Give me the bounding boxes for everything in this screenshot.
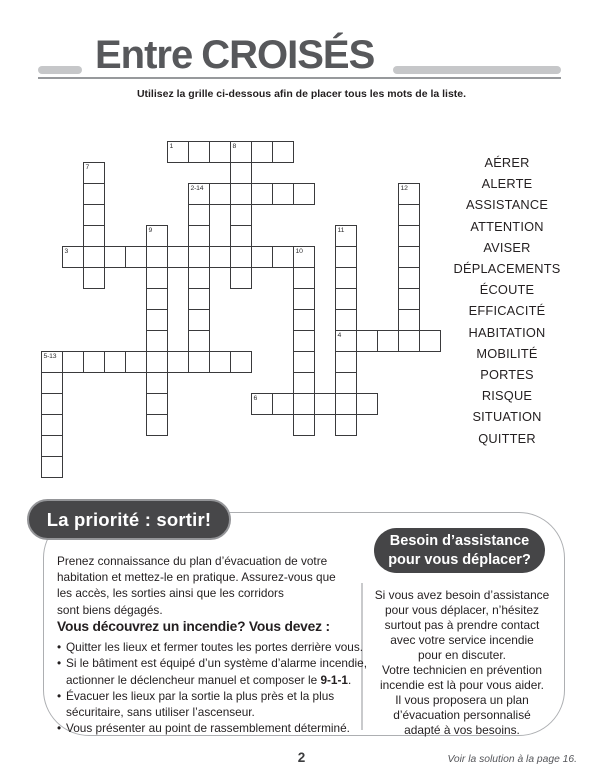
bullet-dot: •	[57, 688, 62, 703]
grid-cell	[167, 351, 189, 373]
grid-cell	[293, 414, 315, 436]
grid-cell	[83, 162, 105, 184]
bullet-text: Évacuer les lieux par la sortie la plus près et la plus sécuritaire, sans utiliser l’ascenseur.	[66, 688, 335, 720]
word-list-item: ASSISTANCE	[465, 197, 549, 213]
bullet-dot: •	[57, 640, 62, 654]
cell-number: 2-14	[190, 184, 204, 192]
grid-cell	[146, 267, 168, 289]
cell-number: 8	[232, 142, 237, 150]
grid-cell	[146, 393, 168, 415]
word-list-item: DÉPLACEMENTS	[453, 261, 561, 277]
grid-cell	[251, 393, 273, 415]
grid-cell	[230, 141, 252, 163]
grid-cell	[41, 456, 63, 478]
cell-number: 6	[253, 394, 258, 402]
solution-note: Voir la solution à la page 16.	[447, 754, 577, 765]
grid-cell	[398, 330, 420, 352]
grid-cell	[293, 309, 315, 331]
word-list-item: ATTENTION	[470, 218, 544, 234]
text-line: surtout pas à prendre contact	[384, 618, 540, 633]
grid-cell	[125, 246, 147, 268]
word-list-item: RISQUE	[481, 388, 533, 404]
grid-cell	[356, 330, 378, 352]
text-line: Il vous proposera un plan	[395, 693, 529, 708]
grid-cell	[335, 393, 357, 415]
grid-cell	[83, 225, 105, 247]
cell-number: 3	[64, 247, 69, 255]
grid-cell	[293, 183, 315, 205]
grid-cell	[41, 351, 63, 373]
cell-number: 4	[337, 331, 342, 339]
grid-cell	[209, 351, 231, 373]
text-line: incendie est là pour vous aider.	[380, 678, 544, 693]
grid-cell	[41, 372, 63, 394]
bullet-item	[57, 688, 367, 721]
evacuation-paragraph	[57, 553, 336, 618]
grid-cell	[83, 183, 105, 205]
bullet-item	[57, 655, 367, 688]
grid-cell	[230, 183, 252, 205]
priority-header-pill	[27, 499, 231, 540]
word-list-item: QUITTER	[478, 430, 536, 446]
grid-cell	[272, 141, 294, 163]
grid-cell	[104, 351, 126, 373]
word-list-item: HABITATION	[468, 324, 546, 340]
fire-discovery-subheading: Vous découvrez un incendie? Vous devez :	[57, 619, 330, 634]
grid-cell	[251, 141, 273, 163]
grid-cell	[83, 204, 105, 226]
grid-cell	[104, 246, 126, 268]
grid-cell	[188, 288, 210, 310]
text-line: Si vous avez besoin d’assistance	[374, 588, 550, 602]
text-line: les accès, les sorties ainsi que les corridors	[57, 586, 284, 601]
word-list-item: MOBILITÉ	[476, 345, 538, 361]
bullet-list	[57, 639, 367, 737]
grid-cell	[398, 309, 420, 331]
assistance-header-pill	[374, 528, 545, 573]
grid-cell	[188, 246, 210, 268]
grid-cell	[335, 414, 357, 436]
bullet-item	[57, 720, 367, 736]
word-list-item: ÉCOUTE	[479, 282, 535, 298]
page-number: 2	[297, 750, 306, 765]
grid-cell	[83, 267, 105, 289]
priority-title: La priorité : sortir!	[46, 508, 212, 530]
page-title-word-1: Entre	[95, 33, 193, 77]
cell-number: 1	[169, 142, 174, 150]
text-line: d’évacuation personnalisé	[393, 708, 531, 723]
grid-cell	[83, 351, 105, 373]
grid-cell	[146, 330, 168, 352]
grid-cell	[293, 267, 315, 289]
word-list-item: ALERTE	[481, 176, 533, 192]
grid-cell	[272, 393, 294, 415]
grid-cell	[398, 288, 420, 310]
text-line: Besoin d’assistance	[389, 533, 530, 549]
grid-cell	[293, 372, 315, 394]
grid-cell	[167, 141, 189, 163]
grid-cell	[293, 330, 315, 352]
cell-number: 10	[295, 247, 303, 255]
grid-cell	[398, 183, 420, 205]
assistance-paragraph-1	[372, 588, 552, 663]
grid-cell	[230, 267, 252, 289]
grid-cell	[209, 141, 231, 163]
grid-cell	[41, 414, 63, 436]
grid-cell	[188, 351, 210, 373]
grid-cell	[188, 183, 210, 205]
grid-cell	[125, 351, 147, 373]
grid-cell	[230, 246, 252, 268]
grid-cell	[167, 246, 189, 268]
text-line: habitation et mettez-le en pratique. Assurez-vous que	[57, 570, 336, 585]
grid-cell	[293, 288, 315, 310]
grid-cell	[146, 288, 168, 310]
grid-cell	[230, 225, 252, 247]
grid-cell	[146, 372, 168, 394]
grid-cell	[335, 351, 357, 373]
word-list-item: AÉRER	[484, 155, 530, 170]
grid-cell	[272, 246, 294, 268]
bullet-dot: •	[57, 656, 62, 671]
grid-cell	[335, 225, 357, 247]
grid-cell	[62, 351, 84, 373]
grid-cell	[83, 246, 105, 268]
text-line: pour en discuter.	[418, 648, 506, 663]
grid-cell	[188, 330, 210, 352]
grid-cell	[146, 309, 168, 331]
bullet-dot: •	[57, 721, 62, 736]
cell-number: 9	[148, 226, 153, 234]
text-line: Prenez connaissance du plan d’évacuation de votre	[57, 554, 328, 568]
grid-cell	[335, 288, 357, 310]
word-list-item: AVISER	[483, 239, 531, 255]
text-line: pour vous déplacer?	[388, 551, 531, 568]
word-list-item: PORTES	[480, 367, 534, 383]
text-line: adapté à vos besoins.	[404, 723, 520, 738]
grid-cell	[335, 267, 357, 289]
grid-cell	[188, 225, 210, 247]
grid-cell	[146, 351, 168, 373]
grid-cell	[293, 246, 315, 268]
text-line: Votre technicien en prévention	[382, 663, 542, 677]
word-list-item: SITUATION	[472, 409, 542, 425]
grid-cell	[398, 267, 420, 289]
bullet-text: Quitter les lieux et fermer toutes les portes derrière vous.	[66, 640, 364, 654]
grid-cell	[398, 204, 420, 226]
grid-cell	[230, 162, 252, 184]
grid-cell	[41, 393, 63, 415]
cell-number: 11	[337, 226, 345, 234]
grid-cell	[335, 309, 357, 331]
assistance-paragraph-2	[372, 663, 552, 738]
grid-cell	[209, 246, 231, 268]
grid-cell	[398, 225, 420, 247]
grid-cell	[188, 141, 210, 163]
grid-cell	[314, 393, 336, 415]
grid-cell	[146, 414, 168, 436]
bullet-item	[57, 639, 367, 655]
text-line: sont biens dégagés.	[57, 602, 163, 617]
page-title-word-2: CROISÉS	[201, 33, 375, 77]
grid-cell	[251, 183, 273, 205]
text-line: avec votre service incendie	[390, 633, 534, 648]
grid-cell	[251, 246, 273, 268]
bullet-text: Si le bâtiment est équipé d’un système d’alarme incendie, actionner le déclencheur manuel et composer le 9-1-1.	[66, 656, 367, 687]
text-line: pour vous déplacer, n’hésitez	[384, 603, 539, 618]
grid-cell	[377, 330, 399, 352]
word-list-item: EFFICACITÉ	[468, 303, 546, 319]
grid-cell	[398, 246, 420, 268]
grid-cell	[188, 267, 210, 289]
cell-number: 7	[85, 163, 90, 171]
grid-cell	[188, 204, 210, 226]
cell-number: 12	[400, 184, 408, 192]
bullet-text: Vous présenter au point de rassemblement déterminé.	[66, 721, 350, 736]
grid-cell	[146, 246, 168, 268]
grid-cell	[230, 204, 252, 226]
grid-cell	[41, 435, 63, 457]
grid-cell	[146, 225, 168, 247]
grid-cell	[356, 393, 378, 415]
grid-cell	[293, 393, 315, 415]
grid-cell	[293, 351, 315, 373]
grid-cell	[188, 309, 210, 331]
grid-cell	[335, 246, 357, 268]
grid-cell	[272, 183, 294, 205]
word-list	[432, 152, 582, 449]
grid-cell	[335, 330, 357, 352]
instructions-text: Utilisez la grille ci-dessous afin de placer tous les mots de la liste.	[136, 88, 467, 100]
grid-cell	[209, 183, 231, 205]
grid-cell	[230, 351, 252, 373]
grid-cell	[335, 372, 357, 394]
cell-number: 5-13	[43, 352, 57, 360]
grid-cell	[62, 246, 84, 268]
